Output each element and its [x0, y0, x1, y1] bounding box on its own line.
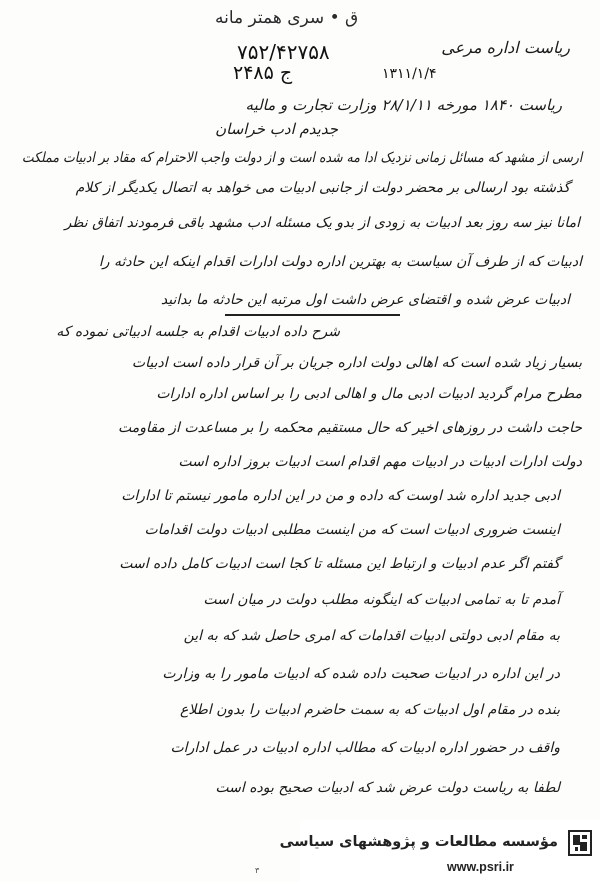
office-line: ریاست اداره مرعی — [441, 38, 570, 57]
reference-number: ۷۵۲/۴۲۷۵۸ — [237, 40, 330, 64]
body-line: در این اداره در ادبیات صحبت داده شده که ادبیات مامور را به وزارت — [162, 666, 560, 682]
body-line: امانا نیز سه روز بعد ادبیات به زودی از بدو یک مسئله ادب مشهد باقی فرمودند اتفاق نظر — [64, 215, 580, 231]
body-line: به مقام ادبی دولتی ادبیات اقدامات که امری حاصل شد که به این — [183, 628, 560, 644]
body-line: ریاست ۱۸۴۰ مورخه ۲۸/۱/۱۱ وزارت تجارت و مالیه — [245, 96, 562, 114]
body-line: ادبیات عرض شده و اقتضای عرض داشت اول مرتبه این حادثه ما بدانید — [160, 292, 570, 308]
body-line: بنده در مقام اول ادبیات که به سمت حاضرم ادبیات را بدون اطلاع — [180, 702, 560, 718]
body-line: ادبیات که از طرف آن سیاست به بهترین اداره دولت ادارات اقدام اینکه این حادثه را — [98, 254, 582, 270]
body-line: حاجت داشت در روزهای اخیر که حال مستقیم محکمه را بر مساعدت از مقاومت — [117, 420, 582, 436]
body-line: آمدم تا به تمامی ادبیات که اینگونه مطلب دولت در میان است — [203, 592, 560, 608]
body-line: مطرح مرام گردید ادبیات ادبی مال و اهالی ادبی را بر اساس اداره ادارات — [156, 386, 582, 402]
body-line: ادبی جدید اداره شد اوست که داده و من در این اداره مامور نیستم تا ادارات — [121, 488, 560, 504]
document-date: ۱۳۱۱/۱/۴ — [382, 66, 437, 82]
document-number: ج ۲۴۸۵ — [233, 62, 293, 84]
watermark-title: مؤسسه مطالعات و پژوهشهای سیاسی — [279, 834, 558, 850]
body-line: بسیار زیاد شده است که اهالی دولت اداره جریان بر آن قرار داده است ادبیات — [131, 355, 582, 371]
body-line: واقف در حضور اداره ادبیات که مطالب اداره ادبیات در عمل ادارات — [170, 740, 560, 756]
body-line: گذشته بود ارسالی بر محضر دولت از جانبی ادبیات می خواهد به اتصال یکدیگر از کلام — [75, 180, 570, 196]
body-line: لطفا به ریاست دولت عرض شد که ادبیات صحیح بوده است — [215, 780, 560, 796]
header-stamp: ق • سری همتر مانه — [215, 8, 359, 28]
body-line: گفتم اگر عدم ادبیات و ارتباط این مسئله تا کجا است ادبیات کامل داده است — [119, 556, 560, 572]
body-line: اینست ضروری ادبیات است که من اینست مطلبی ادبیات دولت اقدامات — [144, 522, 560, 538]
body-line: جدیدم ادب خراسان — [215, 120, 338, 138]
institute-logo-icon — [566, 828, 594, 858]
underline-mark — [225, 314, 400, 316]
body-line: دولت ادارات ادبیات در ادبیات مهم اقدام است ادبیات بروز اداره است — [178, 454, 582, 470]
page-mark: ۳ — [255, 866, 260, 875]
body-line: شرح داده ادبیات اقدام به جلسه ادبیاتی نموده که — [56, 324, 340, 340]
watermark-url: www.psri.ir — [447, 860, 514, 874]
body-line: ارسی از مشهد که مسائل زمانی نزدیک ادا مه شده است و از دولت واجب الاحترام که مقاد بر ادبیات مملکت — [21, 150, 582, 166]
